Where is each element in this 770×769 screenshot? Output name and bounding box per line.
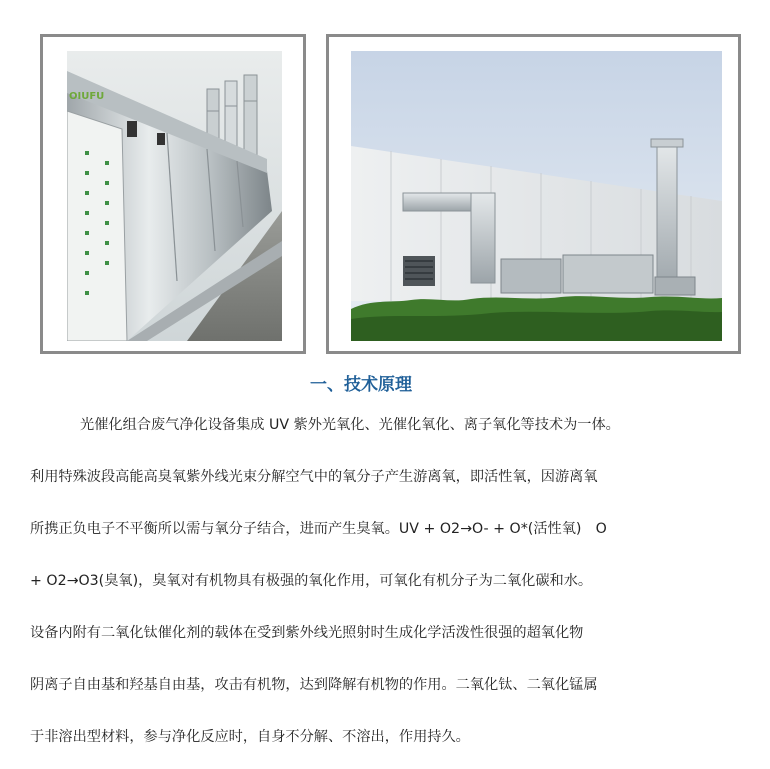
equipment-photo-left	[40, 34, 306, 354]
body-line: 阴离子自由基和羟基自由基，攻击有机物，达到降解有机物的作用。二氧化钛、二氧化锰属	[30, 677, 598, 693]
body-paragraph	[30, 405, 720, 769]
body-line: 所携正负电子不平衡所以需与氧分子结合，进而产生臭氧。UV + O2→O- + O*(活性氧) O	[30, 521, 607, 537]
body-line: 于非溶出型材料，参与净化反应时，自身不分解、不溶出，作用持久。	[30, 729, 470, 745]
equipment-photo-right	[326, 34, 741, 354]
body-line: 设备内附有二氧化钛催化剂的载体在受到紫外线光照射时生成化学活泼性很强的超氧化物	[30, 625, 584, 641]
body-line: + O2→O3(臭氧)，臭氧对有机物具有极强的氧化作用，可氧化有机分子为二氧化碳和水。	[30, 573, 593, 589]
section-title: 一、技术原理	[310, 375, 412, 395]
body-line: 光催化组合废气净化设备集成 UV 紫外光氧化、光催化氧化、离子氧化等技术为一体。	[80, 417, 620, 433]
building-equipment-image	[351, 51, 722, 341]
body-line: 利用特殊波段高能高臭氧紫外线光束分解空气中的氧分子产生游离氧，即活性氧，因游离氧	[30, 469, 598, 485]
brand-logo-text: OIUFU	[69, 91, 105, 102]
rooftop-equipment-image	[67, 51, 282, 341]
